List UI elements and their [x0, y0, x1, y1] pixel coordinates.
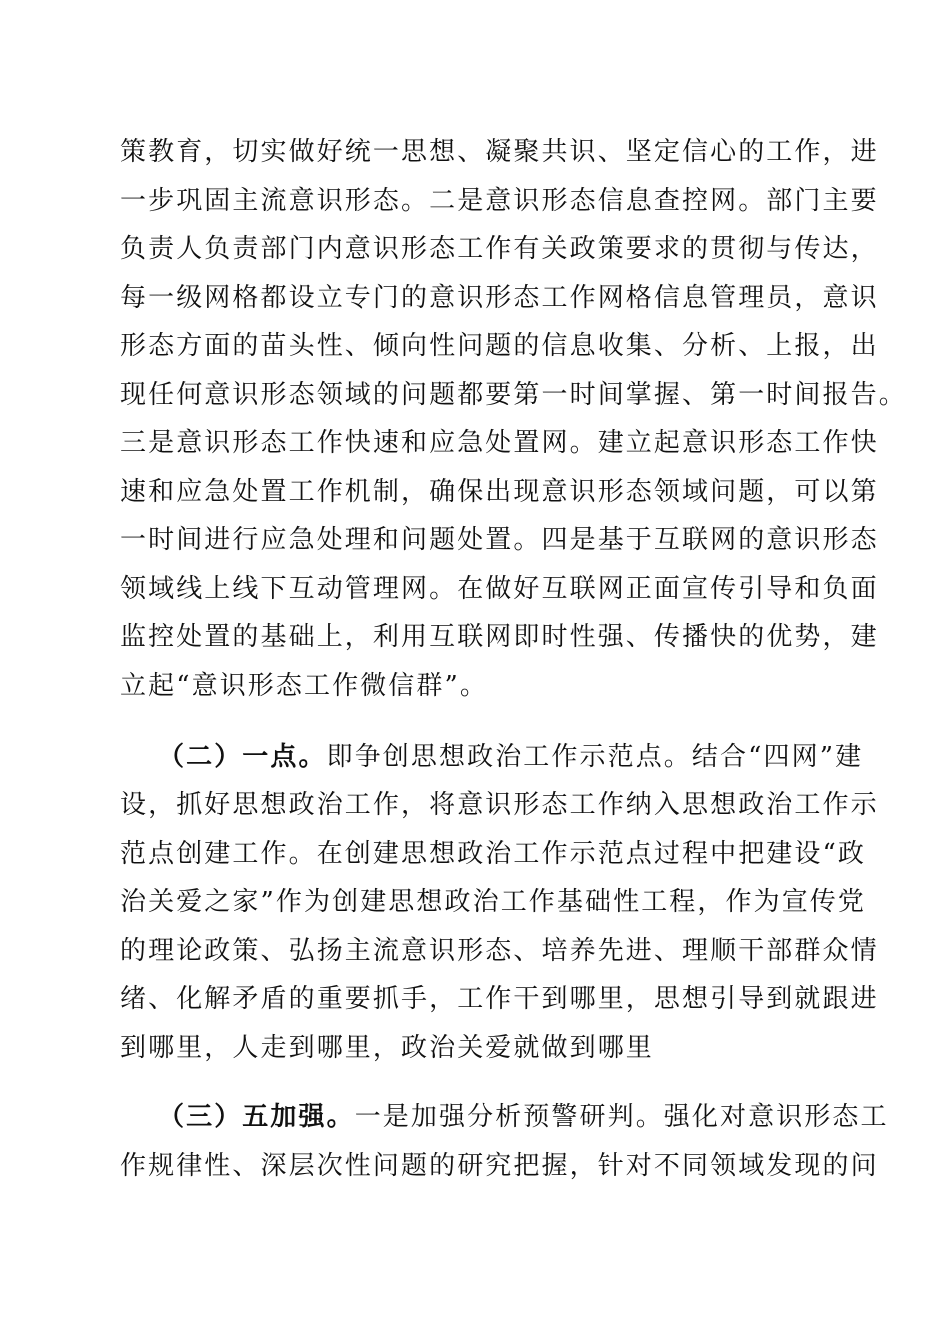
paragraph-line: 绪、化解矛盾的重要抓手，工作干到哪里，思想引导到就跟进: [120, 984, 879, 1014]
paragraph-line: 每一级网格都设立专门的意识形态工作网格信息管理员，意识: [120, 283, 879, 313]
paragraph-line: 形态方面的苗头性、倾向性问题的信息收集、分析、上报，出: [120, 331, 879, 361]
paragraph-line: 治关爱之家”作为创建思想政治工作基础性工程，作为宣传党: [120, 887, 866, 917]
paragraph-line: 监控处置的基础上，利用互联网即时性强、传播快的优势，建: [120, 622, 879, 652]
paragraph-line: 现任何意识形态领域的问题都要第一时间掌握、第一时间报告。: [120, 380, 907, 410]
paragraph-line: 领域线上线下互动管理网。在做好互联网正面宣传引导和负面: [120, 574, 879, 604]
section-3-first-line: [158, 1100, 889, 1134]
paragraph-line: 范点创建工作。在创建思想政治工作示范点过程中把建设“政: [120, 839, 866, 869]
paragraph-line: 策教育，切实做好统一思想、凝聚共识、坚定信心的工作，进: [120, 137, 879, 167]
paragraph-line: 到哪里，人走到哪里，政治关爱就做到哪里: [120, 1033, 654, 1063]
section-3-heading: （三）五加强。: [158, 1102, 355, 1132]
paragraph-line: 速和应急处置工作机制，确保出现意识形态领域问题，可以第: [120, 477, 879, 507]
paragraph-line: 的理论政策、弘扬主流意识形态、培养先进、理顺干部群众情: [120, 936, 879, 966]
section-2-heading: （二）一点。: [158, 742, 327, 772]
paragraph-line: 一时间进行应急处理和问题处置。四是基于互联网的意识形态: [120, 525, 879, 555]
paragraph-line: 一步巩固主流意识形态。二是意识形态信息查控网。部门主要: [120, 186, 879, 216]
paragraph-line: 设，抓好思想政治工作，将意识形态工作纳入思想政治工作示: [120, 790, 879, 820]
paragraph-line: 作规律性、深层次性问题的研究把握，针对不同领域发现的问: [120, 1151, 879, 1181]
paragraph-line: 立起“意识形态工作微信群”。: [120, 671, 488, 701]
section-2-text: 即争创思想政治工作示范点。结合“四网”建: [326, 742, 864, 772]
paragraph-line: 负责人负责部门内意识形态工作有关政策要求的贯彻与传达，: [120, 234, 879, 264]
section-3-text: 一是加强分析预警研判。强化对意识形态工: [354, 1102, 889, 1132]
section-2-first-line: [158, 740, 863, 774]
paragraph-line: 三是意识形态工作快速和应急处置网。建立起意识形态工作快: [120, 428, 879, 458]
